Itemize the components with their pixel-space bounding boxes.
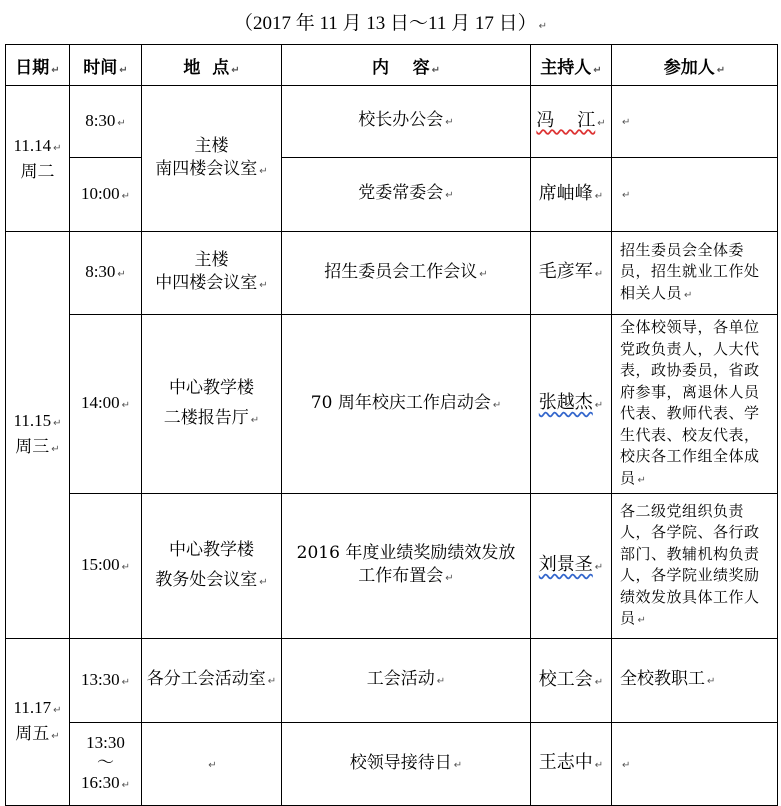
- col-header-attendees: 参加人 ↵: [612, 45, 778, 86]
- host-cell: 毛彦军 ↵: [531, 232, 612, 315]
- time-cell: 8:30 ↵: [70, 86, 142, 158]
- time-cell: 14:00 ↵: [70, 315, 142, 494]
- table-row: [6, 494, 778, 639]
- table-row: [6, 315, 778, 494]
- location-cell: 主楼 中四楼会议室 ↵: [142, 232, 282, 315]
- content-cell: 校长办公会 ↵: [282, 86, 531, 158]
- attendees-cell: ↵: [612, 723, 778, 806]
- attendees-cell: 全校教职工 ↵: [612, 639, 778, 723]
- host-cell: 王志中 ↵: [531, 723, 612, 806]
- col-header-content: 内 容 ↵: [282, 45, 531, 86]
- location-cell: 主楼 南四楼会议室 ↵: [142, 86, 282, 232]
- content-cell: 工会活动 ↵: [282, 639, 531, 723]
- col-header-host: 主持人 ↵: [531, 45, 612, 86]
- location-cell: 各分工会活动室 ↵: [142, 639, 282, 723]
- content-cell: 校领导接待日 ↵: [282, 723, 531, 806]
- location-cell: 中心教学楼 教务处会议室 ↵: [142, 494, 282, 639]
- content-cell: 70 周年校庆工作启动会 ↵: [282, 315, 531, 494]
- host-cell: 张越杰 ↵: [531, 315, 612, 494]
- time-cell: 15:00 ↵: [70, 494, 142, 639]
- table-row: [6, 723, 778, 806]
- host-cell: 校工会 ↵: [531, 639, 612, 723]
- time-cell: 8:30 ↵: [70, 232, 142, 315]
- content-cell: 招生委员会工作会议 ↵: [282, 232, 531, 315]
- attendees-cell: 各二级党组织负责人，各学院、各行政部门、教辅机构负责人，各学院业绩奖励绩效发放具体工作人员 ↵: [612, 494, 778, 639]
- content-cell: 2016 年度业绩奖励绩效发放工作布置会 ↵: [282, 494, 531, 639]
- col-header-time: 时间 ↵: [70, 45, 142, 86]
- attendees-cell: ↵: [612, 86, 778, 158]
- col-header-date: 日期 ↵: [6, 45, 70, 86]
- date-cell: 11.14 ↵ 周二: [6, 86, 70, 232]
- table-row: [6, 86, 778, 158]
- host-cell: 席岫峰 ↵: [531, 158, 612, 232]
- date-cell: 11.17 ↵ 周五 ↵: [6, 639, 70, 806]
- page-title: （2017 年 11 月 13 日～11 月 17 日） ↵: [234, 13, 547, 34]
- time-cell: 13:30 ↵: [70, 639, 142, 723]
- location-cell: ↵: [142, 723, 282, 806]
- table-header-row: [6, 45, 778, 86]
- table-row: [6, 158, 778, 232]
- col-header-location: 地 点 ↵: [142, 45, 282, 86]
- table-row: [6, 232, 778, 315]
- schedule-table: [5, 44, 778, 806]
- time-cell: 13:30 ～ 16:30 ↵: [70, 723, 142, 806]
- attendees-cell: ↵: [612, 158, 778, 232]
- time-cell: 10:00 ↵: [70, 158, 142, 232]
- location-cell: 中心教学楼 二楼报告厅 ↵: [142, 315, 282, 494]
- attendees-cell: 招生委员会全体委员，招生就业工作处相关人员 ↵: [612, 232, 778, 315]
- content-cell: 党委常委会 ↵: [282, 158, 531, 232]
- host-cell: 刘景圣 ↵: [531, 494, 612, 639]
- host-cell: 冯 江 ↵: [531, 86, 612, 158]
- date-cell: 11.15 ↵ 周三 ↵: [6, 232, 70, 639]
- table-row: [6, 639, 778, 723]
- attendees-cell: 全体校领导，各单位党政负责人，人大代表，政协委员，省政府参事，离退休人员代表、教师代表、学生代表、校友代表，校庆各工作组全体成员 ↵: [612, 315, 778, 494]
